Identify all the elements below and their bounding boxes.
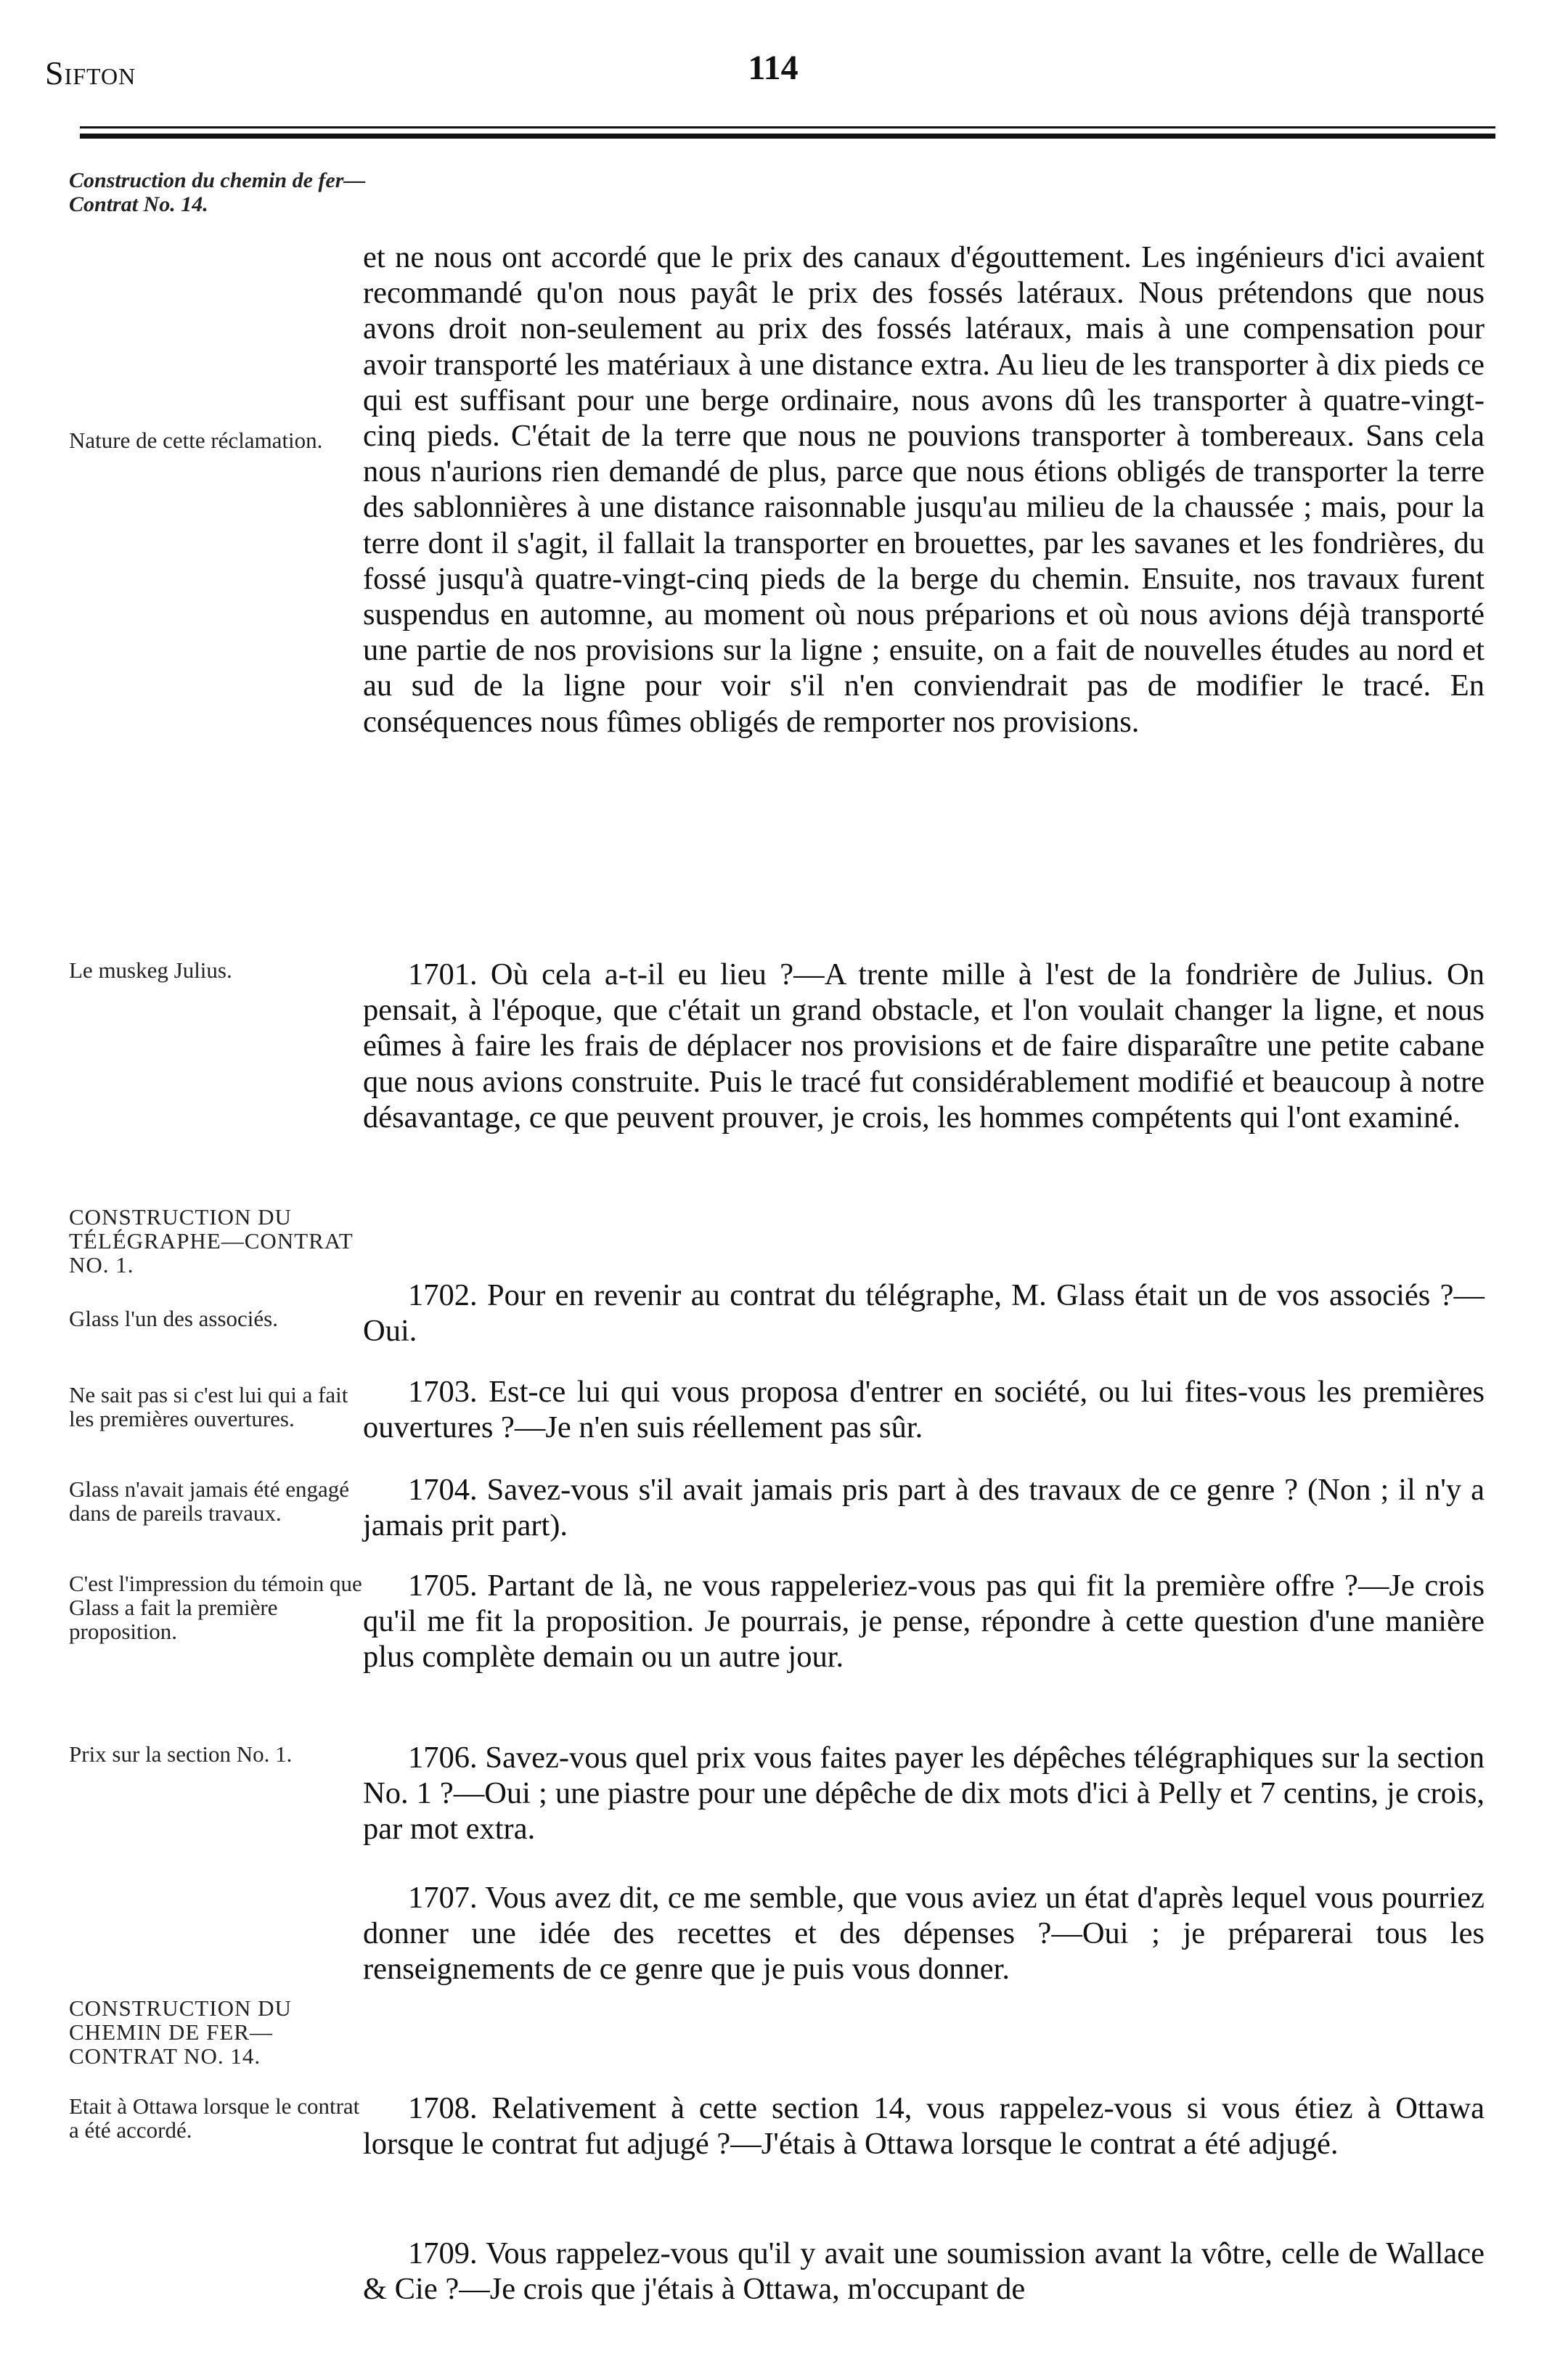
margin-note: Le muskeg Julius. — [69, 957, 232, 983]
header-rule — [80, 126, 1495, 128]
margin-note: Nature de cette réclamation. — [69, 428, 323, 453]
margin-note: C'est l'impression du témoin que Glass a fait la première proposition. — [69, 1571, 362, 1644]
margin-note: Glass l'un des associés. — [69, 1306, 278, 1331]
testimony-paragraph: 1707. Vous avez dit, ce me semble, que vous aviez un état d'après lequel vous pourriez donner une idée des recettes et des dépenses ?—Oui ; je préparerai tous les renseignements de ce genre que je puis vous donner. — [363, 1881, 1485, 1987]
margin-note: Glass n'avait jamais été engagé dans de pareils travaux. — [69, 1476, 350, 1526]
page-header — [0, 0, 1568, 109]
testimony-paragraph: 1701. Où cela a-t-il eu lieu ?—A trente mille à l'est de la fondrière de Julius. On pensait, à l'époque, que c'était un grand obstacle, et l'on voulait changer la ligne, et nous eûmes à faire les frais de déplacer nos provisions et de faire disparaître une petite cabane que nous avions construite. Puis le tracé fut considérablement modifié et beaucoup à notre désavantage, ce que peuvent prouver, je crois, les hommes compétents qui l'ont examiné. — [363, 957, 1485, 1135]
page-number: 114 — [748, 49, 799, 87]
margin-note: Prix sur la section No. 1. — [69, 1741, 293, 1767]
testimony-paragraph: 1709. Vous rappelez-vous qu'il y avait une soumission avant la vôtre, celle de Wallace & Cie ?—Je crois que j'étais à Ottawa, m'occupant de — [363, 2236, 1485, 2307]
margin-note-heading: CONSTRUCTION DU TÉLÉGRAPHE—CONTRAT NO. 1. — [69, 1204, 354, 1277]
running-head: Sifton — [45, 54, 136, 91]
margin-note: Etait à Ottawa lorsque le contrat a été accordé. — [69, 2093, 360, 2143]
testimony-paragraph: 1706. Savez-vous quel prix vous faites payer les dépêches télégraphiques sur la section No. 1 ?—Oui ; une piastre pour une dépêche de dix mots d'ici à Pelly et 7 centins, je crois, par mot extra. — [363, 1741, 1485, 1847]
header-rule-thick — [80, 134, 1495, 139]
margin-note: Construction du chemin de fer—Contrat No. 14. — [69, 168, 366, 216]
testimony-paragraph: 1708. Relativement à cette section 14, vous rappelez-vous si vous étiez à Ottawa lorsque le contrat fut adjugé ?—J'étais à Ottawa lorsque le contrat a été adjugé. — [363, 2091, 1485, 2162]
testimony-paragraph: 1704. Savez-vous s'il avait jamais pris part à des travaux de ce genre ? (Non ; il n'y a jamais prit part). — [363, 1473, 1485, 1543]
margin-note-heading: CONSTRUCTION DU CHEMIN DE FER—CONTRAT NO. 14. — [69, 1995, 292, 2069]
margin-note: Ne sait pas si c'est lui qui a fait les premières ouvertures. — [69, 1382, 348, 1431]
testimony-paragraph: 1702. Pour en revenir au contrat du télégraphe, M. Glass était un de vos associés ?—Oui. — [363, 1278, 1485, 1349]
testimony-paragraph: 1703. Est-ce lui qui vous proposa d'entrer en société, ou lui fites-vous les premières ouvertures ?—Je n'en suis réellement pas sûr. — [363, 1375, 1485, 1445]
body-paragraph: et ne nous ont accordé que le prix des canaux d'égouttement. Les ingénieurs d'ici avaient recommandé qu'on nous payât le prix des fossés latéraux. Nous prétendons que nous avons droit non-seulement au prix des fossés latéraux, mais à une compensation pour avoir transporté les matériaux à une distance extra. Au lieu de les transporter à dix pieds ce qui est suffisant pour une berge ordinaire, nous avons dû les transporter à quatre-vingt-cinq pieds. C'était de la terre que nous ne pouvions transporter à tombereaux. Sans cela nous n'aurions rien demandé de plus, parce que nous étions obligés de transporter la terre des sablonnières à une distance raisonnable jusqu'au milieu de la chaussée ; mais, pour la terre dont il s'agit, il fallait la transporter en brouettes, par les savanes et les fondrières, du fossé jusqu'à quatre-vingt-cinq pieds de la berge du chemin. Ensuite, nos travaux furent suspendus en automne, au moment où nous préparions et où nous avions déjà transporté une partie de nos provisions sur la ligne ; ensuite, on a fait de nouvelles études au nord et au sud de la ligne pour voir s'il n'en conviendrait pas de modifier le tracé. En conséquences nous fûmes obligés de remporter nos provisions. — [363, 240, 1485, 739]
testimony-paragraph: 1705. Partant de là, ne vous rappeleriez-vous pas qui fit la première offre ?—Je crois qu'il me fit la proposition. Je pourrais, je pense, répondre à cette question d'une manière plus complète demain ou un autre jour. — [363, 1569, 1485, 1675]
